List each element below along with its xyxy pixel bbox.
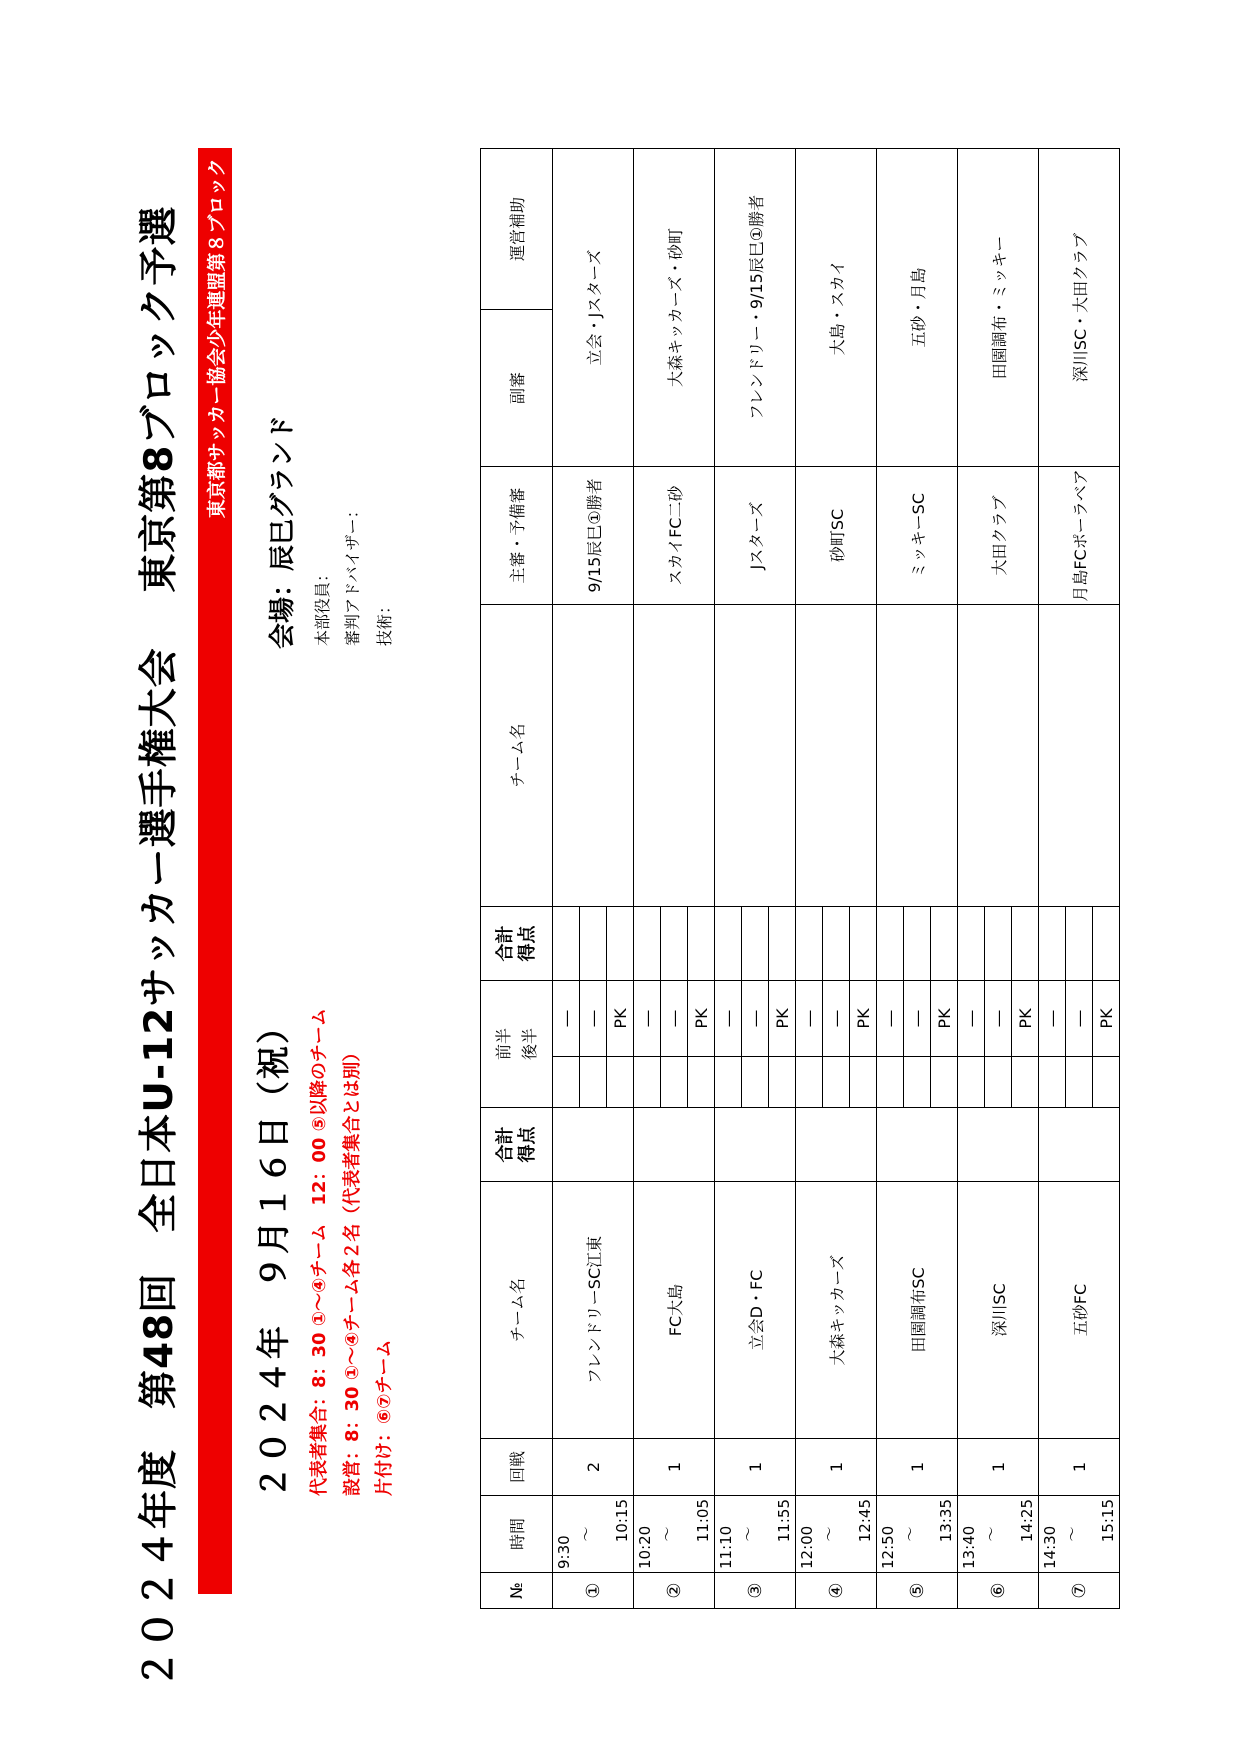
pk-mark: PK (1012, 980, 1039, 1056)
total-score-2 (958, 604, 1039, 906)
second-half-mark: ― (985, 980, 1012, 1056)
second-half-mark: ― (661, 980, 688, 1056)
header-support: 運営補助 (481, 148, 553, 309)
referee-assignment: 大森キッカーズ・砂町 (634, 148, 715, 466)
start-time: 9:30 (555, 1535, 573, 1569)
time-tilde: ～ (739, 1526, 757, 1542)
pk-mark: PK (607, 980, 634, 1056)
second-half-mark: ― (1066, 980, 1093, 1056)
first-half-mark: ― (553, 980, 580, 1056)
second-half-score-1 (985, 1057, 1012, 1108)
header-total-1: 合計 得点 (481, 1108, 553, 1182)
total-score-1 (958, 1108, 1039, 1182)
team-1: 大森キッカーズ (796, 1182, 877, 1439)
match-number: ① (553, 1573, 634, 1609)
match-time (1039, 1496, 1120, 1573)
organizer-banner (198, 148, 232, 1594)
start-time: 12:00 (798, 1525, 816, 1569)
first-half-score-2 (877, 906, 904, 980)
header-referee: 主審・予備審 (481, 466, 553, 604)
match-time (796, 1496, 877, 1573)
first-half-score-2 (1039, 906, 1066, 980)
match-number: ② (634, 1573, 715, 1609)
time-tilde: ～ (982, 1526, 1000, 1542)
staff-headquarters: 本部役員： (313, 565, 332, 646)
pk-score-2 (1093, 906, 1120, 980)
header-team-2: チーム名 (481, 604, 553, 906)
match-row (715, 148, 742, 1608)
time-tilde: ～ (901, 1526, 919, 1542)
start-time: 10:20 (636, 1525, 654, 1569)
total-score-1 (553, 1108, 634, 1182)
end-time: 10:15 (613, 1499, 631, 1543)
page-title: ２０２４年度 第48回 全日本U-12サッカー選手権大会 東京第8ブロック予選 (137, 205, 182, 1689)
pk-mark: PK (769, 980, 796, 1056)
time-tilde: ～ (577, 1526, 595, 1542)
pk-score-2 (607, 906, 634, 980)
team-2: ミッキーSC (877, 466, 958, 604)
first-half-score-1 (715, 1057, 742, 1108)
team-2: 大田クラブ (958, 466, 1039, 604)
pk-score-1 (1012, 1057, 1039, 1108)
match-time (958, 1496, 1039, 1573)
second-half-mark: ― (904, 980, 931, 1056)
time-tilde: ～ (1063, 1526, 1081, 1542)
pk-score-1 (769, 1057, 796, 1108)
match-time (877, 1496, 958, 1573)
first-half-score-2 (634, 906, 661, 980)
match-number: ③ (715, 1573, 796, 1609)
pk-score-2 (1012, 906, 1039, 980)
start-time: 13:40 (960, 1525, 978, 1569)
pk-mark: PK (931, 980, 958, 1056)
first-half-score-1 (553, 1057, 580, 1108)
end-time: 12:45 (856, 1499, 874, 1543)
header-halves: 前半 後半 (481, 980, 553, 1107)
total-score-2 (553, 604, 634, 906)
total-score-1 (796, 1108, 877, 1182)
time-tilde: ～ (658, 1526, 676, 1542)
total-score-1 (877, 1108, 958, 1182)
first-half-score-1 (877, 1057, 904, 1108)
match-row (553, 148, 580, 1608)
first-half-score-2 (796, 906, 823, 980)
first-half-mark: ― (1039, 980, 1066, 1056)
first-half-score-1 (1039, 1057, 1066, 1108)
first-half-score-2 (715, 906, 742, 980)
second-half-score-2 (985, 906, 1012, 980)
round: 1 (958, 1439, 1039, 1496)
team-1: FC大島 (634, 1182, 715, 1439)
referee-assignment: 田園調布・ミッキー (958, 148, 1039, 466)
match-row (877, 148, 904, 1608)
team-2: スカイFC二砂 (634, 466, 715, 604)
match-time (715, 1496, 796, 1573)
second-half-mark: ― (823, 980, 850, 1056)
round: 1 (1039, 1439, 1120, 1496)
note-representative: 代表者集合：8：30 ①～④チーム 12：00 ⑤以降のチーム (309, 1008, 330, 1496)
match-time (553, 1496, 634, 1573)
total-score-2 (796, 604, 877, 906)
total-score-2 (634, 604, 715, 906)
staff-technical: 技術： (375, 597, 394, 646)
team-1: フレンドリーSC江東 (553, 1182, 634, 1439)
pk-score-2 (850, 906, 877, 980)
team-2: 9/15辰巳①勝者 (553, 466, 634, 604)
round: 1 (715, 1439, 796, 1496)
total-score-2 (715, 604, 796, 906)
team-1: 立会D・FC (715, 1182, 796, 1439)
second-half-score-1 (580, 1057, 607, 1108)
first-half-score-1 (634, 1057, 661, 1108)
second-half-score-1 (742, 1057, 769, 1108)
pk-score-1 (850, 1057, 877, 1108)
header-no: № (481, 1573, 553, 1609)
second-half-score-1 (1066, 1057, 1093, 1108)
match-schedule-table (480, 148, 1120, 1609)
second-half-score-1 (823, 1057, 850, 1108)
first-half-score-2 (553, 906, 580, 980)
second-half-score-1 (661, 1057, 688, 1108)
event-date: ２０２４年 ９月１６日（祝） (254, 1009, 293, 1499)
round: 1 (634, 1439, 715, 1496)
staff-referee-advisor: 審判アドバイザー： (343, 502, 362, 646)
match-row (634, 148, 661, 1608)
first-half-score-2 (958, 906, 985, 980)
note-cleanup: 片付け：⑥⑦チーム (374, 1339, 395, 1496)
header-round: 回戦 (481, 1439, 553, 1496)
pk-score-2 (769, 906, 796, 980)
team-2: Jスターズ (715, 466, 796, 604)
second-half-score-2 (823, 906, 850, 980)
total-score-2 (1039, 604, 1120, 906)
start-time: 12:50 (879, 1525, 897, 1569)
match-number: ⑦ (1039, 1573, 1120, 1609)
round: 1 (877, 1439, 958, 1496)
match-row (1039, 148, 1066, 1608)
total-score-1 (634, 1108, 715, 1182)
start-time: 11:10 (717, 1525, 735, 1569)
match-row (796, 148, 823, 1608)
organizer-label: 東京都サッカー協会少年連盟第８ブロック (205, 158, 228, 519)
end-time: 11:55 (775, 1499, 793, 1543)
header-total-2: 合計 得点 (481, 906, 553, 980)
pk-score-1 (688, 1057, 715, 1108)
team-2: 月島FCポーラベア (1039, 466, 1120, 604)
second-half-score-2 (742, 906, 769, 980)
total-score-1 (715, 1108, 796, 1182)
header-team-1: チーム名 (481, 1182, 553, 1439)
match-number: ⑤ (877, 1573, 958, 1609)
second-half-score-2 (1066, 906, 1093, 980)
match-time (634, 1496, 715, 1573)
second-half-score-2 (904, 906, 931, 980)
match-row (958, 148, 985, 1608)
pk-mark: PK (850, 980, 877, 1056)
second-half-mark: ― (742, 980, 769, 1056)
round: 2 (553, 1439, 634, 1496)
first-half-mark: ― (634, 980, 661, 1056)
pk-mark: PK (688, 980, 715, 1056)
pk-score-1 (1093, 1057, 1120, 1108)
pk-mark: PK (1093, 980, 1120, 1056)
first-half-mark: ― (796, 980, 823, 1056)
end-time: 14:25 (1018, 1499, 1036, 1543)
referee-assignment: 五砂・月島 (877, 148, 958, 466)
header-time: 時間 (481, 1496, 553, 1573)
first-half-score-1 (796, 1057, 823, 1108)
end-time: 11:05 (694, 1499, 712, 1543)
referee-assignment: 深川SC・大田クラブ (1039, 148, 1120, 466)
note-setup: 設営：8：30 ①～④チーム各２名（代表者集合とは別） (342, 1043, 363, 1496)
total-score-2 (877, 604, 958, 906)
end-time: 13:35 (937, 1499, 955, 1543)
pk-score-1 (931, 1057, 958, 1108)
header-assistant: 副審 (481, 309, 553, 466)
first-half-mark: ― (715, 980, 742, 1056)
team-1: 五砂FC (1039, 1182, 1120, 1439)
time-tilde: ～ (820, 1526, 838, 1542)
match-number: ④ (796, 1573, 877, 1609)
team-1: 田園調布SC (877, 1182, 958, 1439)
team-1: 深川SC (958, 1182, 1039, 1439)
first-half-score-1 (958, 1057, 985, 1108)
second-half-score-2 (580, 906, 607, 980)
match-number: ⑥ (958, 1573, 1039, 1609)
pk-score-2 (688, 906, 715, 980)
team-2: 砂町SC (796, 466, 877, 604)
pk-score-2 (931, 906, 958, 980)
start-time: 14:30 (1041, 1525, 1059, 1569)
second-half-mark: ― (580, 980, 607, 1056)
referee-assignment: フレンドリー・9/15辰巳①勝者 (715, 148, 796, 466)
pk-score-1 (607, 1057, 634, 1108)
round: 1 (796, 1439, 877, 1496)
referee-assignment: 立会・Jスターズ (553, 148, 634, 466)
first-half-mark: ― (877, 980, 904, 1056)
end-time: 15:15 (1099, 1499, 1117, 1543)
first-half-mark: ― (958, 980, 985, 1056)
second-half-score-2 (661, 906, 688, 980)
total-score-1 (1039, 1108, 1120, 1182)
venue: 会場：辰巳グランド (268, 414, 298, 649)
referee-assignment: 大島・スカイ (796, 148, 877, 466)
second-half-score-1 (904, 1057, 931, 1108)
